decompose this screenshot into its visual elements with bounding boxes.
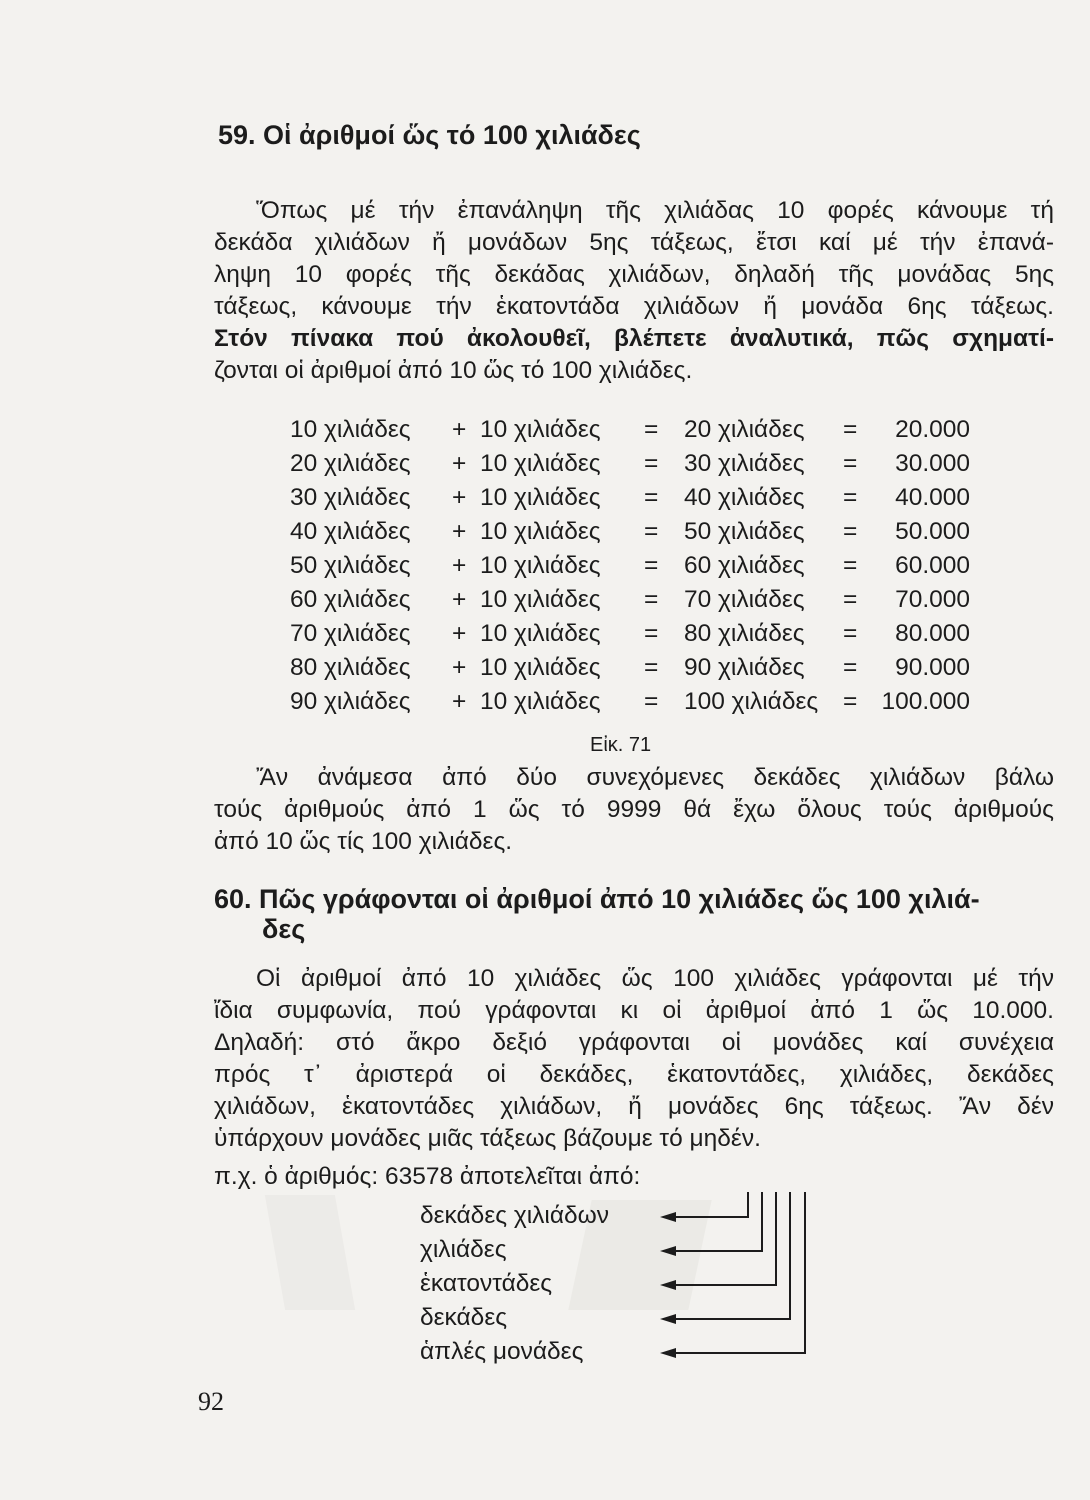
numeric-value: 70.000: [895, 586, 970, 613]
conclusion-line: Ἄν ἀνάμεσα ἀπό δύο συνεχόμενες δεκάδες χιλιάδων βάλω: [256, 764, 1054, 791]
sum: 80 χιλιάδες: [684, 620, 805, 647]
place-label-thousands: χιλιάδες: [420, 1236, 507, 1263]
equals-sign: =: [843, 654, 858, 681]
addend: 90 χιλιάδες: [290, 688, 411, 715]
section-60-title: 60. Πῶς γράφονται οἱ ἀριθμοί ἀπό 10 χιλιάδες ὥς 100 χιλιά-: [214, 884, 980, 914]
plus-sign: +: [452, 518, 467, 545]
arrow-heads: [660, 1212, 676, 1358]
equals-sign: =: [644, 620, 659, 647]
equals-sign: =: [644, 586, 659, 613]
equals-sign: =: [644, 518, 659, 545]
arrow-head-icon: [660, 1246, 676, 1256]
intro-line: τάξεως, κάνουμε τήν ἑκατοντάδα χιλιάδων ἤ μονάδα 6ης τάξεως.: [214, 293, 1054, 320]
addend: 80 χιλιάδες: [290, 654, 411, 681]
addend: 10 χιλιάδες: [480, 518, 601, 545]
equals-sign: =: [843, 450, 858, 477]
addend: 60 χιλιάδες: [290, 586, 411, 613]
equals-sign: =: [644, 552, 659, 579]
arrow-head-icon: [660, 1314, 676, 1324]
intro-line: δεκάδα χιλιάδων ἤ μονάδων 5ης τάξεως, ἔτσι καί μέ τήν ἐπανά-: [214, 229, 1054, 256]
equals-sign: =: [843, 518, 858, 545]
numeric-value: 60.000: [895, 552, 970, 579]
equals-sign: =: [644, 688, 659, 715]
addend: 70 χιλιάδες: [290, 620, 411, 647]
numeric-value: 40.000: [895, 484, 970, 511]
sum: 50 χιλιάδες: [684, 518, 805, 545]
equals-sign: =: [843, 416, 858, 443]
page-number: 92: [198, 1387, 224, 1416]
intro-bold-line: ζονται οἱ ἀριθμοί ἀπό 10 ὥς τό 100 χιλιάδες.: [214, 357, 693, 384]
addend: 10 χιλιάδες: [480, 586, 601, 613]
numeric-value: 20.000: [895, 416, 970, 443]
sum: 90 χιλιάδες: [684, 654, 805, 681]
plus-sign: +: [452, 450, 467, 477]
conclusion-line: ἀπό 10 ὥς τίς 100 χιλιάδες.: [214, 828, 513, 855]
addend: 10 χιλιάδες: [290, 416, 411, 443]
addend: 30 χιλιάδες: [290, 484, 411, 511]
numeric-value: 90.000: [895, 654, 970, 681]
equals-sign: =: [644, 450, 659, 477]
body-line: Οἱ ἀριθμοί ἀπό 10 χιλιάδες ὥς 100 χιλιάδες γράφονται μέ τήν: [256, 965, 1054, 992]
plus-sign: +: [452, 620, 467, 647]
addend: 10 χιλιάδες: [480, 552, 601, 579]
sum: 70 χιλιάδες: [684, 586, 805, 613]
arrow-head-icon: [660, 1348, 676, 1358]
body-line: ἴδια συμφωνία, πού γράφονται κι οἱ ἀριθμοί ἀπό 1 ὥς 10.000.: [214, 997, 1054, 1024]
numeric-value: 30.000: [895, 450, 970, 477]
numeric-value: 100.000: [881, 688, 970, 715]
sum: 20 χιλιάδες: [684, 416, 805, 443]
equals-sign: =: [644, 654, 659, 681]
conclusion-line: τούς ἀριθμούς ἀπό 1 ὥς τό 9999 θά ἔχω ὅλους τούς ἀριθμούς: [214, 796, 1054, 823]
plus-sign: +: [452, 586, 467, 613]
addend: 20 χιλιάδες: [290, 450, 411, 477]
section-59-title: 59. Οἱ ἀριθμοί ὥς τό 100 χιλιάδες: [218, 120, 641, 150]
arrow-head-icon: [660, 1280, 676, 1290]
equals-sign: =: [644, 484, 659, 511]
section-60-title-cont: δες: [262, 914, 306, 944]
equals-sign: =: [644, 416, 659, 443]
plus-sign: +: [452, 484, 467, 511]
place-label-units: ἁπλές μονάδες: [420, 1338, 584, 1365]
arrow-lines: [672, 1192, 805, 1353]
sum: 100 χιλιάδες: [684, 688, 819, 715]
numeric-value: 80.000: [895, 620, 970, 647]
equals-sign: =: [843, 484, 858, 511]
sum: 30 χιλιάδες: [684, 450, 805, 477]
intro-bold-line: Στόν πίνακα πού ἀκολουθεῖ, βλέπετε ἀναλυτικά, πῶς σχηματί-: [214, 325, 1054, 352]
body-line: χιλιάδων, ἑκατοντάδες χιλιάδων, ἤ μονάδες 6ης τάξεως. Ἄν δέν: [214, 1093, 1054, 1120]
addend: 10 χιλιάδες: [480, 484, 601, 511]
plus-sign: +: [452, 654, 467, 681]
place-label-hundreds: ἑκατοντάδες: [420, 1270, 553, 1297]
addend: 10 χιλιάδες: [480, 654, 601, 681]
plus-sign: +: [452, 552, 467, 579]
body-line: πρός τ᾿ ἀριστερά οἱ δεκάδες, ἑκατοντάδες, χιλιάδες, δεκάδες: [214, 1061, 1054, 1088]
arrow-ten-thousands: [672, 1192, 748, 1217]
sum: 40 χιλιάδες: [684, 484, 805, 511]
place-label-tens: δεκάδες: [420, 1304, 508, 1331]
plus-sign: +: [452, 416, 467, 443]
body-line: ὑπάρχουν μονάδες μιᾶς τάξεως βάζουμε τό μηδέν.: [214, 1125, 761, 1152]
example-prefix: π.χ. ὁ ἀριθμός: 63578 ἀποτελεῖται ἀπό:: [214, 1163, 641, 1190]
addend: 10 χιλιάδες: [480, 620, 601, 647]
addend: 10 χιλιάδες: [480, 688, 601, 715]
arrow-hundreds: [672, 1192, 776, 1285]
addend: 50 χιλιάδες: [290, 552, 411, 579]
addend: 10 χιλιάδες: [480, 416, 601, 443]
plus-sign: +: [452, 688, 467, 715]
sum: 60 χιλιάδες: [684, 552, 805, 579]
place-label-ten-thousands: δεκάδες χιλιάδων: [420, 1202, 610, 1229]
equals-sign: =: [843, 552, 858, 579]
addend: 10 χιλιάδες: [480, 450, 601, 477]
arrow-head-icon: [660, 1212, 676, 1222]
equals-sign: =: [843, 688, 858, 715]
numeric-value: 50.000: [895, 518, 970, 545]
equals-sign: =: [843, 586, 858, 613]
arrow-tens: [672, 1192, 790, 1319]
figure-caption: Εἰκ. 71: [590, 734, 652, 756]
addend: 40 χιλιάδες: [290, 518, 411, 545]
equals-sign: =: [843, 620, 858, 647]
intro-line: Ὅπως μέ τήν ἐπανάληψη τῆς χιλιάδας 10 φορές κάνουμε τή: [256, 197, 1054, 224]
body-line: Δηλαδή: στό ἄκρο δεξιό γράφονται οἱ μονάδες καί συνέχεια: [214, 1029, 1054, 1056]
intro-line: ληψη 10 φορές τῆς δεκάδας χιλιάδων, δηλαδή τῆς μονάδας 5ης: [214, 261, 1054, 288]
